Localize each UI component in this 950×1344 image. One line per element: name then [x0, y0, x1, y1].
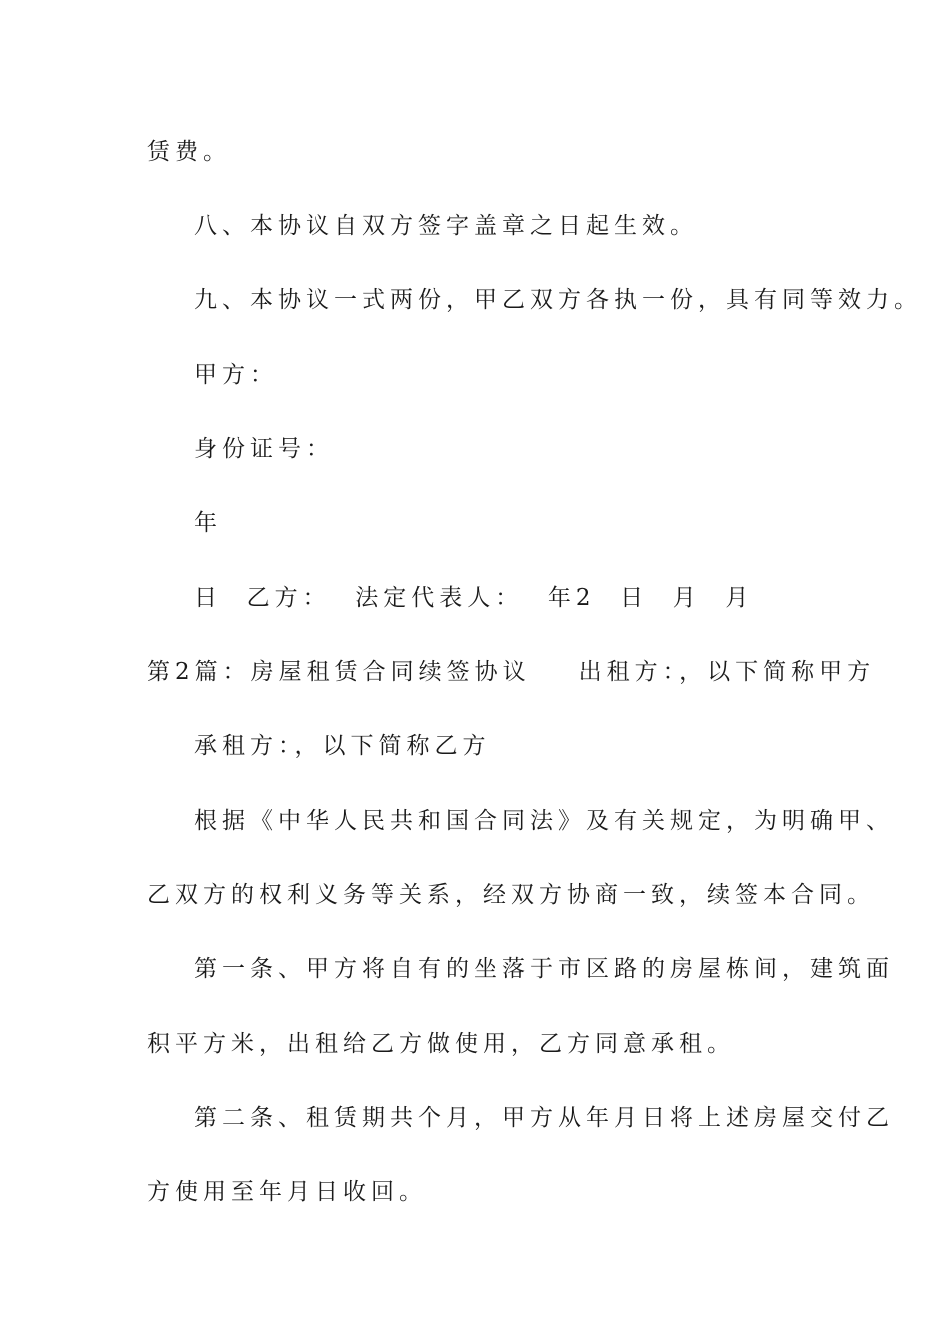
lessee-label: 承租方：，以下简称乙方 [194, 733, 491, 759]
paragraph-line: 九、本协议一式两份，甲乙双方各执一份，具有同等效力。 [194, 287, 922, 313]
section-title: 第2篇：房屋租赁合同续签协议 [147, 659, 531, 685]
paragraph-line: 八、本协议自双方签字盖章之日起生效。 [194, 213, 698, 239]
signature-line: 日 乙方： 法定代表人： 年2 日 月 月 [194, 585, 754, 611]
paragraph-line: 第二条、租赁期共个月，甲方从年月日将上述房屋交付乙 [194, 1105, 894, 1131]
date-year-label: 年 [194, 510, 222, 536]
paragraph-line: 乙双方的权利义务等关系，经双方协商一致，续签本合同。 [147, 882, 875, 908]
party-a-label: 甲方： [194, 362, 278, 388]
paragraph-line: 积平方米，出租给乙方做使用，乙方同意承租。 [147, 1031, 735, 1057]
paragraph-line: 赁费。 [147, 139, 231, 165]
section-heading-line [147, 657, 875, 687]
lessor-label: 出租方：，以下简称甲方 [578, 659, 876, 685]
paragraph-line: 方使用至年月日收回。 [147, 1179, 427, 1205]
id-number-label: 身份证号： [194, 436, 334, 462]
paragraph-line: 第一条、甲方将自有的坐落于市区路的房屋栋间，建筑面 [194, 956, 894, 982]
paragraph-line: 根据《中华人民共和国合同法》及有关规定，为明确甲、 [194, 808, 894, 834]
